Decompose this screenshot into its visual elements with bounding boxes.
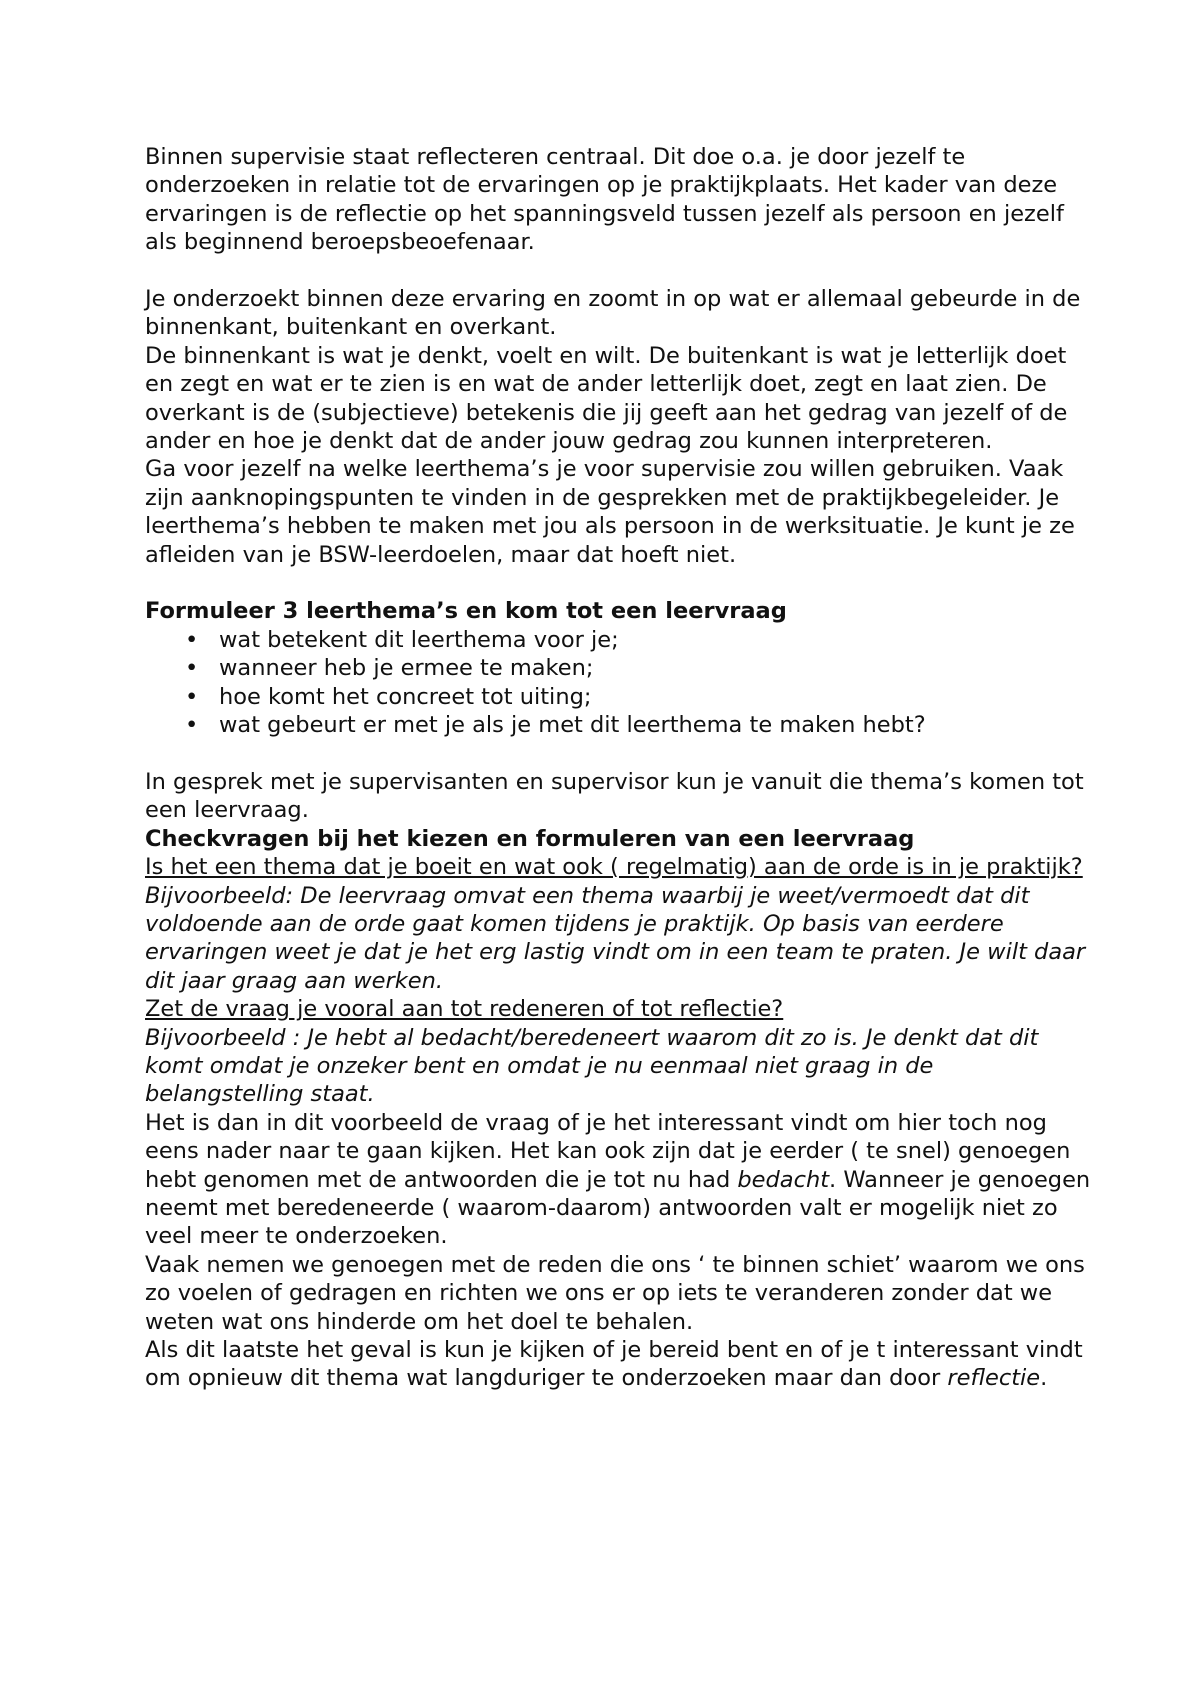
bullet-icon: • [185,683,199,710]
closing-emphasis: reflectie [947,1365,1041,1392]
blank-line [145,257,1095,285]
list-item [145,711,1095,739]
explanation-text-a: Het is dan in dit voorbeeld de vraag of je het interessant vindt om hier toch nog eens nader naar te gaan kijken. Het kan ook zijn dat je eerder ( te snel) genoegen hebt genomen met de antwoorden die je tot nu had [145,1109,1071,1193]
check-example-1: Bijvoorbeeld: De leervraag omvat een thema waarbij je weet/vermoedt dat dit voldoende aan de orde gaat komen tijdens je praktijk. Op basis van eerdere ervaringen weet je dat je het erg lastig vindt om in een team te praten. Je wilt daar dit jaar graag aan werken. [145,882,1086,994]
blank-line [145,740,1095,768]
list-item-text: wanneer heb je ermee te maken; [219,655,594,682]
bullet-icon: • [185,712,199,739]
closing-text-b: . [1040,1365,1048,1392]
intro-paragraph-1: Binnen supervisie staat reflecteren centraal. Dit doe o.a. je door jezelf te onderzoeken in relatie tot de ervaringen op je praktijkplaats. Het kader van deze ervaringen is de reflectie op het spanningsveld tussen jezelf als persoon en jezelf als beginnend beroepsbeoefenaar. [145,144,1064,256]
reason-paragraph: Vaak nemen we genoegen met de reden die ons ‘ te binnen schiet’ waarom we ons zo voelen of gedragen en richten we ons er op iets te veranderen zonder dat we weten wat ons hinderde om het doel te behalen. [145,1251,1085,1335]
check-example-2: Bijvoorbeeld : Je hebt al bedacht/beredeneert waarom dit zo is. Je denkt dat dit komt omdat je onzeker bent en omdat je nu eenmaal niet graag in de belangstelling staat. [145,1024,1039,1108]
themes-heading: Formuleer 3 leerthema’s en kom tot een leervraag [145,598,787,625]
list-item [145,683,1095,711]
list-item-text: hoe komt het concreet tot uiting; [219,683,592,710]
explanation-paragraph [145,1109,1095,1251]
closing-text-a: Als dit laatste het geval is kun je kijken of je bereid bent en of je t interessant vindt om opnieuw dit thema wat langduriger te onderzoeken maar dan door [145,1337,1083,1392]
bullet-icon: • [185,626,199,653]
blank-line [145,569,1095,597]
bullet-icon: • [185,655,199,682]
closing-paragraph [145,1336,1095,1393]
explanation-text-b: . Wanneer je genoegen neemt met beredeneerde ( waarom-daarom) antwoorden valt er mogelijk niet zo veel meer te onderzoeken. [145,1166,1091,1250]
intro-paragraph-4: Ga voor jezelf na welke leerthema’s je voor supervisie zou willen gebruiken. Vaak zijn aanknopingspunten te vinden in de gesprekken met de praktijkbegeleider. Je leerthema’s hebben te maken met jou als persoon in de werksituatie. Je kunt je ze afleiden van je BSW-leerdoelen, maar dat hoeft niet. [145,456,1075,568]
checks-heading: Checkvragen bij het kiezen en formuleren van een leervraag [145,825,915,852]
list-item-text: wat gebeurt er met je als je met dit leerthema te maken hebt? [219,712,926,739]
intro-paragraph-2: Je onderzoekt binnen deze ervaring en zoomt in op wat er allemaal gebeurde in de binnenkant, buitenkant en overkant. [145,286,1081,341]
document-page [145,143,1095,1393]
check-question-2: Zet de vraag je vooral aan tot redeneren of tot reflectie? [145,996,784,1023]
list-item [145,626,1095,654]
dialogue-paragraph: In gesprek met je supervisanten en supervisor kun je vanuit die thema’s komen tot een leervraag. [145,768,1084,824]
list-item-text: wat betekent dit leerthema voor je; [219,626,619,653]
themes-list [145,626,1095,740]
intro-paragraph-3: De binnenkant is wat je denkt, voelt en wilt. De buitenkant is wat je letterlijk doet en zegt en wat er te zien is en wat de ander letterlijk doet, zegt en laat zien. De overkant is de (subjectieve) betekenis die jij geeft aan het gedrag van jezelf of de ander en hoe je denkt dat de ander jouw gedrag zou kunnen interpreteren. [145,342,1068,455]
list-item [145,654,1095,682]
explanation-emphasis: bedacht [737,1166,830,1193]
check-question-1: Is het een thema dat je boeit en wat ook ( regelmatig) aan de orde is in je praktijk? [145,854,1083,881]
